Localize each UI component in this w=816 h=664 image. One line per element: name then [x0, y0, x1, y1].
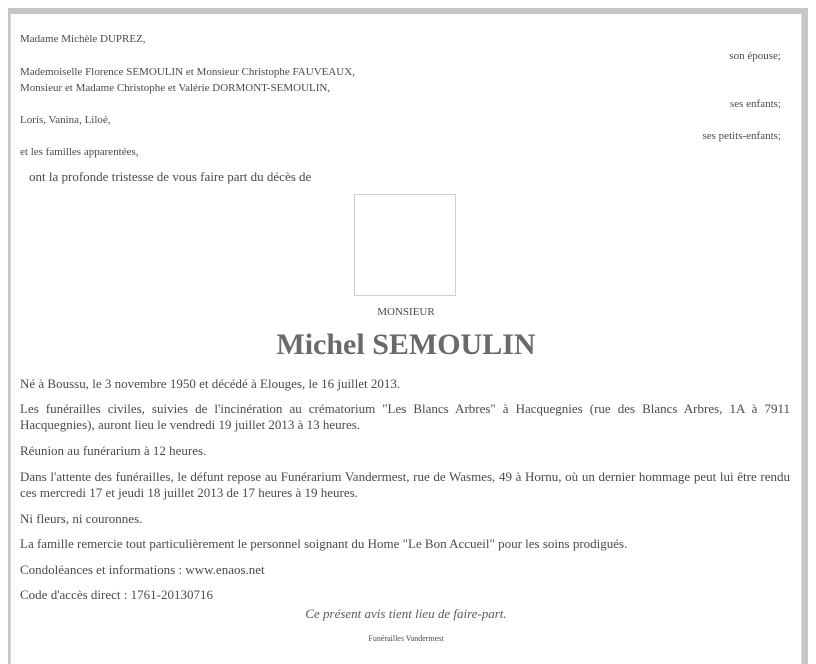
rest-text: Dans l'attente des funérailles, le défunt repose au Funérarium Vandermest, rue de Wasmes, 49 à Hornu, où un dernier hommage peut lui être rendu ces mercredi 17 et jeudi 18 juillet 2013 de 17 heures à 19 heures.	[20, 469, 790, 500]
spouse-relation: son épouse;	[729, 50, 781, 62]
children-relation: ses enfants;	[729, 98, 781, 110]
relatives-line: et les familles apparentées,	[20, 146, 139, 158]
spouse-name: Madame Michèle DUPREZ,	[20, 33, 146, 45]
obituary-card	[10, 14, 802, 664]
funeral-home-signature: Funérailles Vandermest	[368, 634, 444, 643]
access-code-text: Code d'accès direct : 1761-20130716	[20, 587, 213, 602]
page-frame	[8, 8, 808, 664]
funeral-text: Les funérailles civiles, suivies de l'incinération au crématorium "Les Blancs Arbres" à Hacquegnies (rue des Blancs Arbres, 1A à 7911 Hacquegnies), auront lieu le vendredi 19 juillet 2013 à 13 heures.	[20, 401, 790, 432]
condolences-text: Condoléances et informations : www.enaos.net	[20, 562, 265, 577]
thanks-text: La famille remercie tout particulièrement le personnel soignant du Home "Le Bon Accueil" pour les soins prodigués.	[20, 536, 628, 551]
photo-placeholder	[354, 194, 456, 296]
announcement-intro: ont la profonde tristesse de vous faire part du décès de	[29, 169, 312, 184]
children-line-2: Monsieur et Madame Christophe et Valérie DORMONT-SEMOULIN,	[20, 82, 331, 94]
flowers-text: Ni fleurs, ni couronnes.	[20, 511, 143, 526]
birth-death-text: Né à Boussu, le 3 novembre 1950 et décédé à Elouges, le 16 juillet 2013.	[20, 376, 401, 391]
deceased-title: MONSIEUR	[377, 306, 435, 318]
children-line-1: Mademoiselle Florence SEMOULIN et Monsieur Christophe FAUVEAUX,	[20, 66, 355, 78]
grandchildren-relation: ses petits-enfants;	[702, 130, 781, 142]
grandchildren-names: Loris, Vanina, Liloé,	[20, 114, 111, 126]
deceased-name: Michel SEMOULIN	[276, 328, 536, 361]
faire-part-note: Ce présent avis tient lieu de faire-part.	[305, 606, 507, 621]
meeting-text: Réunion au funérarium à 12 heures.	[20, 443, 207, 458]
